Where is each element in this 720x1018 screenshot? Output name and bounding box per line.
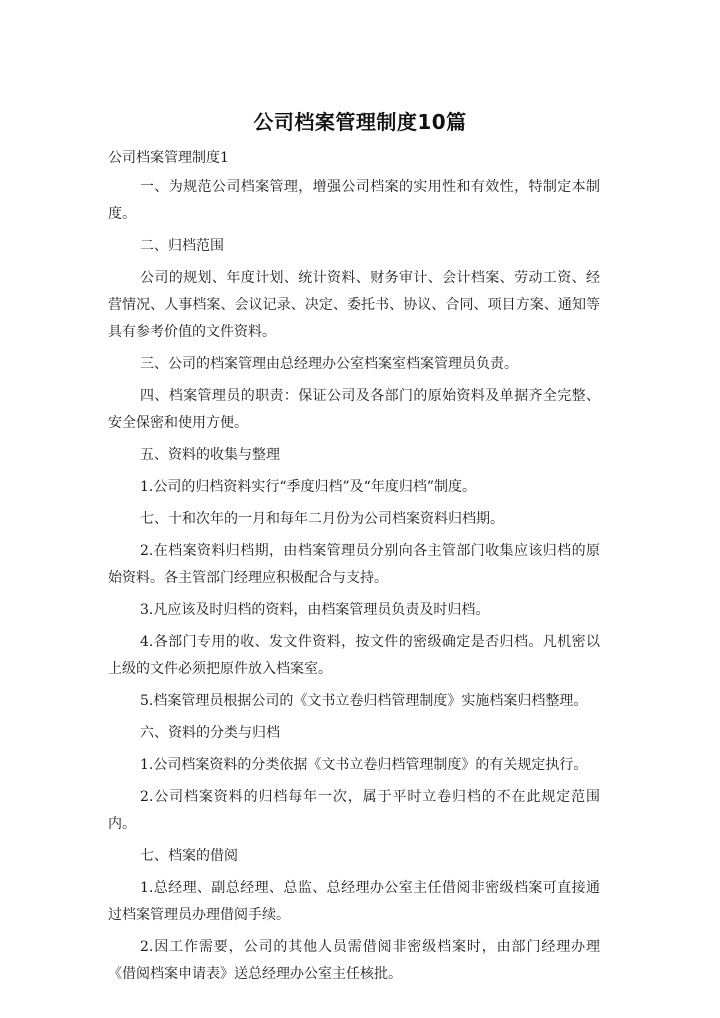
section-heading: 五、资料的收集与整理 xyxy=(140,447,280,463)
document-title: 公司档案管理制度10篇 xyxy=(253,110,467,134)
paragraph: 3.凡应该及时归档的资料，由档案管理员负责及时归档。 xyxy=(140,602,490,618)
paragraph: 公司的规划、年度计划、统计资料、财务审计、会计档案、劳动工资、经营情况、人事档案、会议记录、决定、委托书、协议、合同、项目方案、通知等具有参考价值的文件资料。 xyxy=(108,270,600,340)
paragraph: 四、档案管理员的职责：保证公司及各部门的原始资料及单据齐全完整、安全保密和使用方便。 xyxy=(108,388,600,431)
paragraph: 4.各部门专用的收、发文件资料，按文件的密级确定是否归档。凡机密以上级的文件必须把原件放入档案室。 xyxy=(108,634,600,677)
section-heading: 六、资料的分类与归档 xyxy=(140,725,280,741)
document-body xyxy=(108,174,600,993)
document-subtitle: 公司档案管理制度1 xyxy=(108,150,229,166)
section-heading: 七、档案的借阅 xyxy=(140,848,238,864)
paragraph: 2.因工作需要，公司的其他人员需借阅非密级档案时，由部门经理办理《借阅档案申请表》送总经理办公室主任核批。 xyxy=(108,939,600,982)
paragraph: 1.公司档案资料的分类依据《文书立卷归档管理制度》的有关规定执行。 xyxy=(140,757,588,773)
paragraph: 1.总经理、副总经理、总监、总经理办公室主任借阅非密级档案可直接通过档案管理员办理借阅手续。 xyxy=(108,880,600,923)
paragraph: 2.在档案资料归档期，由档案管理员分别向各主管部门收集应该归档的原始资料。各主管部门经理应积极配合与支持。 xyxy=(108,543,600,586)
paragraph: 1.公司的归档资料实行“季度归档”及“年度归档”制度。 xyxy=(140,479,476,495)
paragraph: 一、为规范公司档案管理，增强公司档案的实用性和有效性，特制定本制度。 xyxy=(108,179,600,222)
section-heading: 二、归档范围 xyxy=(140,238,224,254)
paragraph: 5.档案管理员根据公司的《文书立卷归档管理制度》实施档案归档整理。 xyxy=(140,693,588,709)
paragraph: 2.公司档案资料的归档每年一次，属于平时立卷归档的不在此规定范围内。 xyxy=(108,789,600,832)
paragraph: 七、十和次年的一月和每年二月份为公司档案资料归档期。 xyxy=(140,511,504,527)
paragraph: 三、公司的档案管理由总经理办公室档案室档案管理员负责。 xyxy=(140,356,518,372)
